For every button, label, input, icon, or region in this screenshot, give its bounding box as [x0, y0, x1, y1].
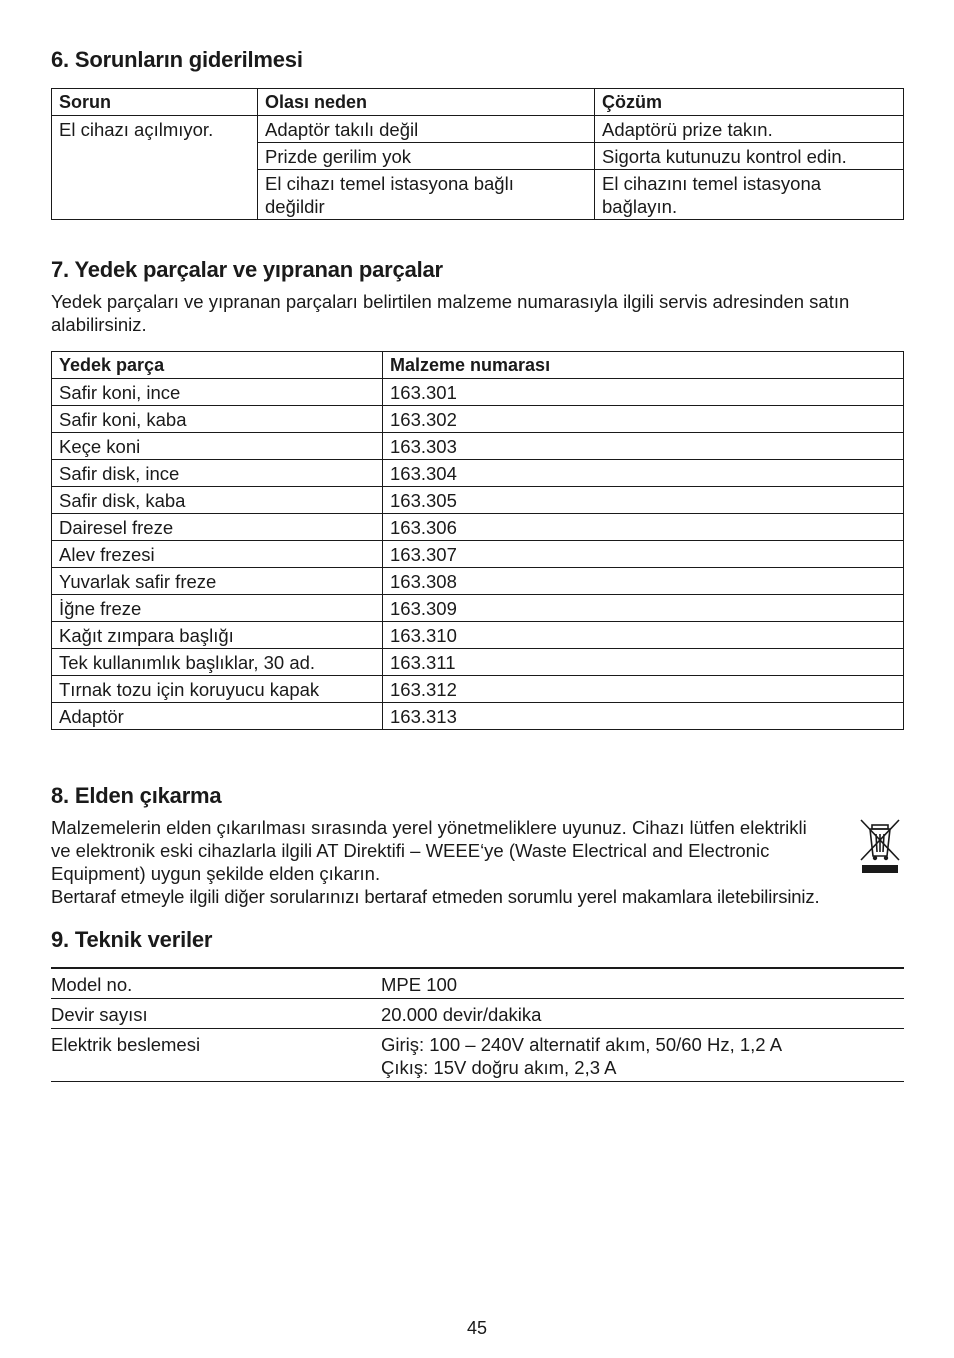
- spec-label: Elektrik beslemesi: [51, 1029, 381, 1082]
- table-row: [52, 541, 904, 568]
- table-row: [52, 406, 904, 433]
- table-row: [52, 622, 904, 649]
- spec-value-input: Giriş: 100 – 240V alternatif akım, 50/60 Hz, 1,2 A: [381, 1034, 783, 1055]
- material-number-cell: 163.306: [383, 514, 904, 541]
- part-name-cell: Adaptör: [52, 703, 383, 730]
- disposal-line-2: ve elektronik eski cihazlarla ilgili AT Direktifi – WEEE‘ye (Waste Electrical and Electronic: [51, 840, 770, 861]
- material-number-cell: 163.309: [383, 595, 904, 622]
- table-row: [52, 703, 904, 730]
- solution-cell: Adaptörü prize takın.: [595, 116, 904, 143]
- section-9-title: 9. Teknik veriler: [51, 927, 213, 952]
- part-name-cell: Safir disk, kaba: [52, 487, 383, 514]
- material-number-cell: 163.304: [383, 460, 904, 487]
- table-row: [52, 595, 904, 622]
- section-6-title: 6. Sorunların giderilmesi: [51, 47, 303, 72]
- material-number-cell: 163.305: [383, 487, 904, 514]
- part-name-cell: Tırnak tozu için koruyucu kapak: [52, 676, 383, 703]
- part-name-cell: Safir koni, ince: [52, 379, 383, 406]
- table-row: [52, 487, 904, 514]
- disposal-line-3: Equipment) uygun şekilde elden çıkarın.: [51, 863, 381, 884]
- disposal-line-4: Bertaraf etmeyle ilgili diğer sorularınızı bertaraf etmeden sorumlu yerel makamlara iletebilirsiniz.: [51, 886, 820, 907]
- table-row: [51, 1029, 904, 1082]
- part-name-cell: İğne freze: [52, 595, 383, 622]
- page-number: 45: [466, 1318, 488, 1338]
- table-row: [52, 676, 904, 703]
- part-name-cell: Dairesel freze: [52, 514, 383, 541]
- part-name-cell: Keçe koni: [52, 433, 383, 460]
- part-name-cell: Tek kullanımlık başlıklar, 30 ad.: [52, 649, 383, 676]
- part-name-cell: Alev frezesi: [52, 541, 383, 568]
- section-8-title: 8. Elden çıkarma: [51, 783, 222, 808]
- material-number-cell: 163.302: [383, 406, 904, 433]
- solution-cell: Sigorta kutunuzu kontrol edin.: [595, 143, 904, 170]
- cause-cell: El cihazı temel istasyona bağlı değildir: [258, 170, 595, 220]
- spec-value: [381, 1029, 904, 1082]
- part-name-cell: Kağıt zımpara başlığı: [52, 622, 383, 649]
- header-material-number: Malzeme numarası: [383, 352, 904, 379]
- material-number-cell: 163.303: [383, 433, 904, 460]
- header-part: Yedek parça: [52, 352, 383, 379]
- spec-value-output: Çıkış: 15V doğru akım, 2,3 A: [381, 1057, 617, 1078]
- material-number-cell: 163.312: [383, 676, 904, 703]
- part-name-cell: Safir koni, kaba: [52, 406, 383, 433]
- table-row: [52, 514, 904, 541]
- problem-cell: El cihazı açılmıyor.: [52, 116, 258, 220]
- material-number-cell: 163.307: [383, 541, 904, 568]
- material-number-cell: 163.313: [383, 703, 904, 730]
- material-number-cell: 163.311: [383, 649, 904, 676]
- table-row: [52, 460, 904, 487]
- material-number-cell: 163.310: [383, 622, 904, 649]
- header-problem: Sorun: [52, 89, 258, 116]
- spec-value: MPE 100: [381, 968, 904, 999]
- troubleshooting-table: [51, 88, 904, 220]
- part-name-cell: Yuvarlak safir freze: [52, 568, 383, 595]
- table-row: [52, 649, 904, 676]
- table-row: [52, 433, 904, 460]
- spare-parts-intro: Yedek parçaları ve yıpranan parçaları belirtilen malzeme numarasıyla ilgili servis adresinden satın alabilirsiniz.: [51, 291, 850, 335]
- spec-value: 20.000 devir/dakika: [381, 999, 904, 1029]
- material-number-cell: 163.301: [383, 379, 904, 406]
- table-row: [51, 999, 904, 1029]
- solution-cell: El cihazını temel istasyona bağlayın.: [595, 170, 904, 220]
- table-header-row: [52, 89, 904, 116]
- section-7-title: 7. Yedek parçalar ve yıpranan parçalar: [51, 257, 443, 282]
- header-solution: Çözüm: [595, 89, 904, 116]
- spec-label: Devir sayısı: [51, 999, 381, 1029]
- disposal-line-1: Malzemelerin elden çıkarılması sırasında yerel yönetmeliklere uyunuz. Cihazı lütfen elektrikli: [51, 817, 807, 838]
- material-number-cell: 163.308: [383, 568, 904, 595]
- spare-parts-table: [51, 351, 904, 730]
- technical-data-table: [51, 967, 904, 1082]
- part-name-cell: Safir disk, ince: [52, 460, 383, 487]
- table-row: [52, 116, 904, 143]
- cause-cell: Adaptör takılı değil: [258, 116, 595, 143]
- table-row: [52, 379, 904, 406]
- crossed-out-wheelie-bin-icon: [859, 816, 901, 874]
- table-header-row: [52, 352, 904, 379]
- header-cause: Olası neden: [258, 89, 595, 116]
- table-row: [51, 968, 904, 999]
- spec-label: Model no.: [51, 968, 381, 999]
- table-row: [52, 568, 904, 595]
- cause-cell: Prizde gerilim yok: [258, 143, 595, 170]
